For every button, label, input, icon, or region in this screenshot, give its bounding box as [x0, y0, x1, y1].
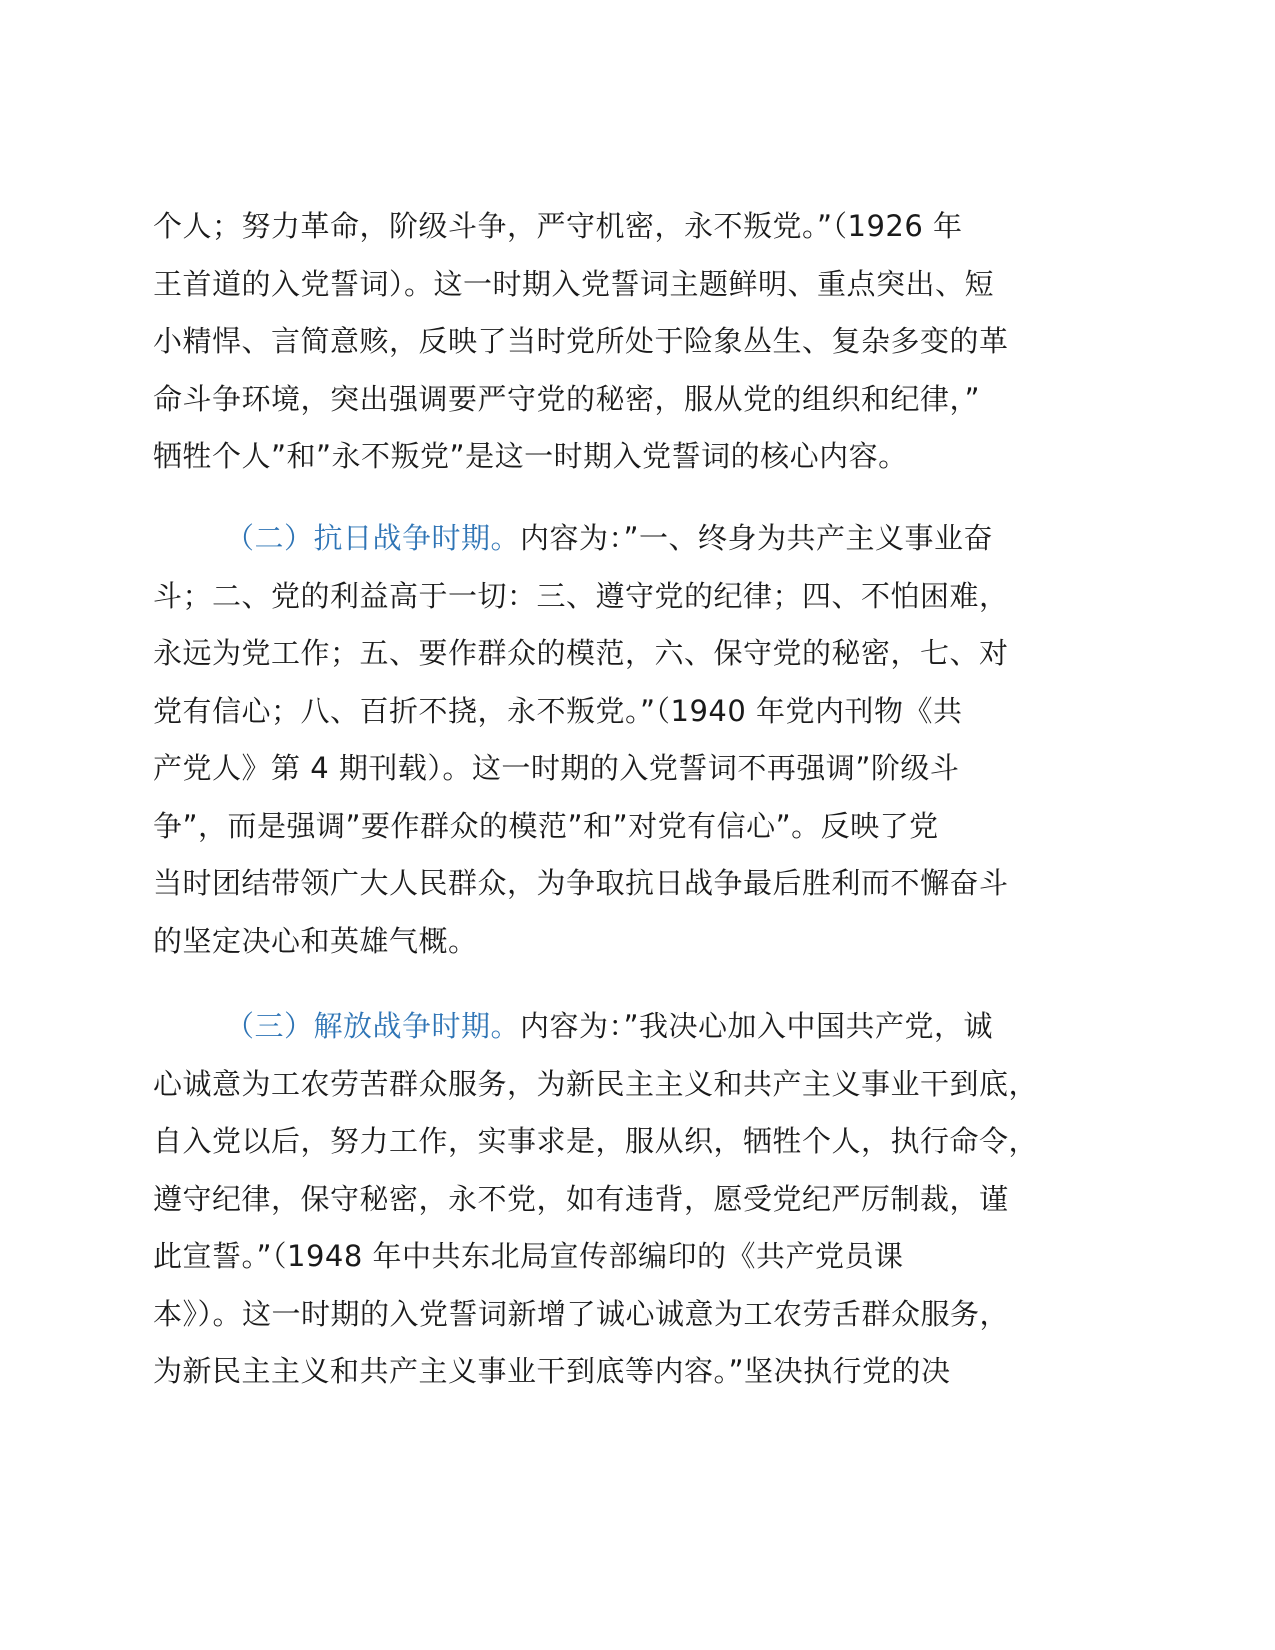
text-run: 内容为：”我决心加入中国共产党，诚: [520, 1009, 994, 1043]
text-line: 为新民主主义和共产主义事业干到底等内容。”坚决执行党的决: [153, 1354, 951, 1388]
text-line: 永远为党工作；五、要作群众的模范，六、保守党的秘密，七、对: [153, 636, 1009, 670]
text-line: 此宣誓。”（1948 年中共东北局宣传部编印的《共产党员课: [153, 1239, 904, 1273]
text-line: 争”，而是强调”要作群众的模范”和”对党有信心”。反映了党: [153, 808, 939, 843]
text-line: 心诚意为工农劳苦群众服务，为新民主主义和共产主义事业干到底，: [153, 1066, 1039, 1101]
text-line-first: [153, 510, 1138, 568]
paragraph-founding-period-oath: [153, 198, 1138, 486]
section-heading: （三）解放战争时期。: [225, 1009, 521, 1043]
text-line: 本》）。这一时期的入党誓词新增了诚心诚意为工农劳舌群众服务，: [153, 1296, 1010, 1331]
text-line: 小精悍、言简意赅，反映了当时党所处于险象丛生、复杂多变的革: [153, 324, 1009, 358]
paragraph-anti-japanese-war-period: [153, 510, 1138, 970]
paragraph-liberation-war-period: [153, 998, 1138, 1401]
text-line-first: [153, 998, 1138, 1056]
text-line: 产党人》第 4 期刊载）。这一时期的入党誓词不再强调”阶级斗: [153, 751, 960, 785]
text-line: 自入党以后，努力工作，实事求是，服从织，牺牲个人，执行命令，: [153, 1124, 1039, 1158]
text-run: 内容为：”一、终身为共产主义事业奋: [520, 521, 994, 555]
text-line: 遵守纪律，保守秘密，永不党，如有违背，愿受党纪严厉制裁，谨: [153, 1181, 1009, 1216]
text-line: 命斗争环境，突出强调要严守党的秘密，服从党的组织和纪律，”: [153, 381, 981, 416]
text-line: 王首道的入党誓词）。这一时期入党誓词主题鲜明、重点突出、短: [153, 266, 995, 301]
text-line: 牺牲个人”和”永不叛党”是这一时期入党誓词的核心内容。: [153, 439, 908, 473]
section-heading: （二）抗日战争时期。: [225, 521, 521, 555]
text-line: 党有信心；八、百折不挠，永不叛党。”（1940 年党内刊物《共: [153, 693, 963, 728]
text-line: 个人；努力革命，阶级斗争，严守机密，永不叛党。”（1926 年: [153, 209, 963, 243]
text-line: 当时团结带领广大人民群众，为争取抗日战争最后胜利而不懈奋斗: [153, 866, 1009, 900]
text-line: 斗；二、党的利益高于一切：三、遵守党的纪律；四、不怕困难，: [153, 578, 1009, 613]
text-line: 的坚定决心和英雄气概。: [153, 923, 478, 958]
